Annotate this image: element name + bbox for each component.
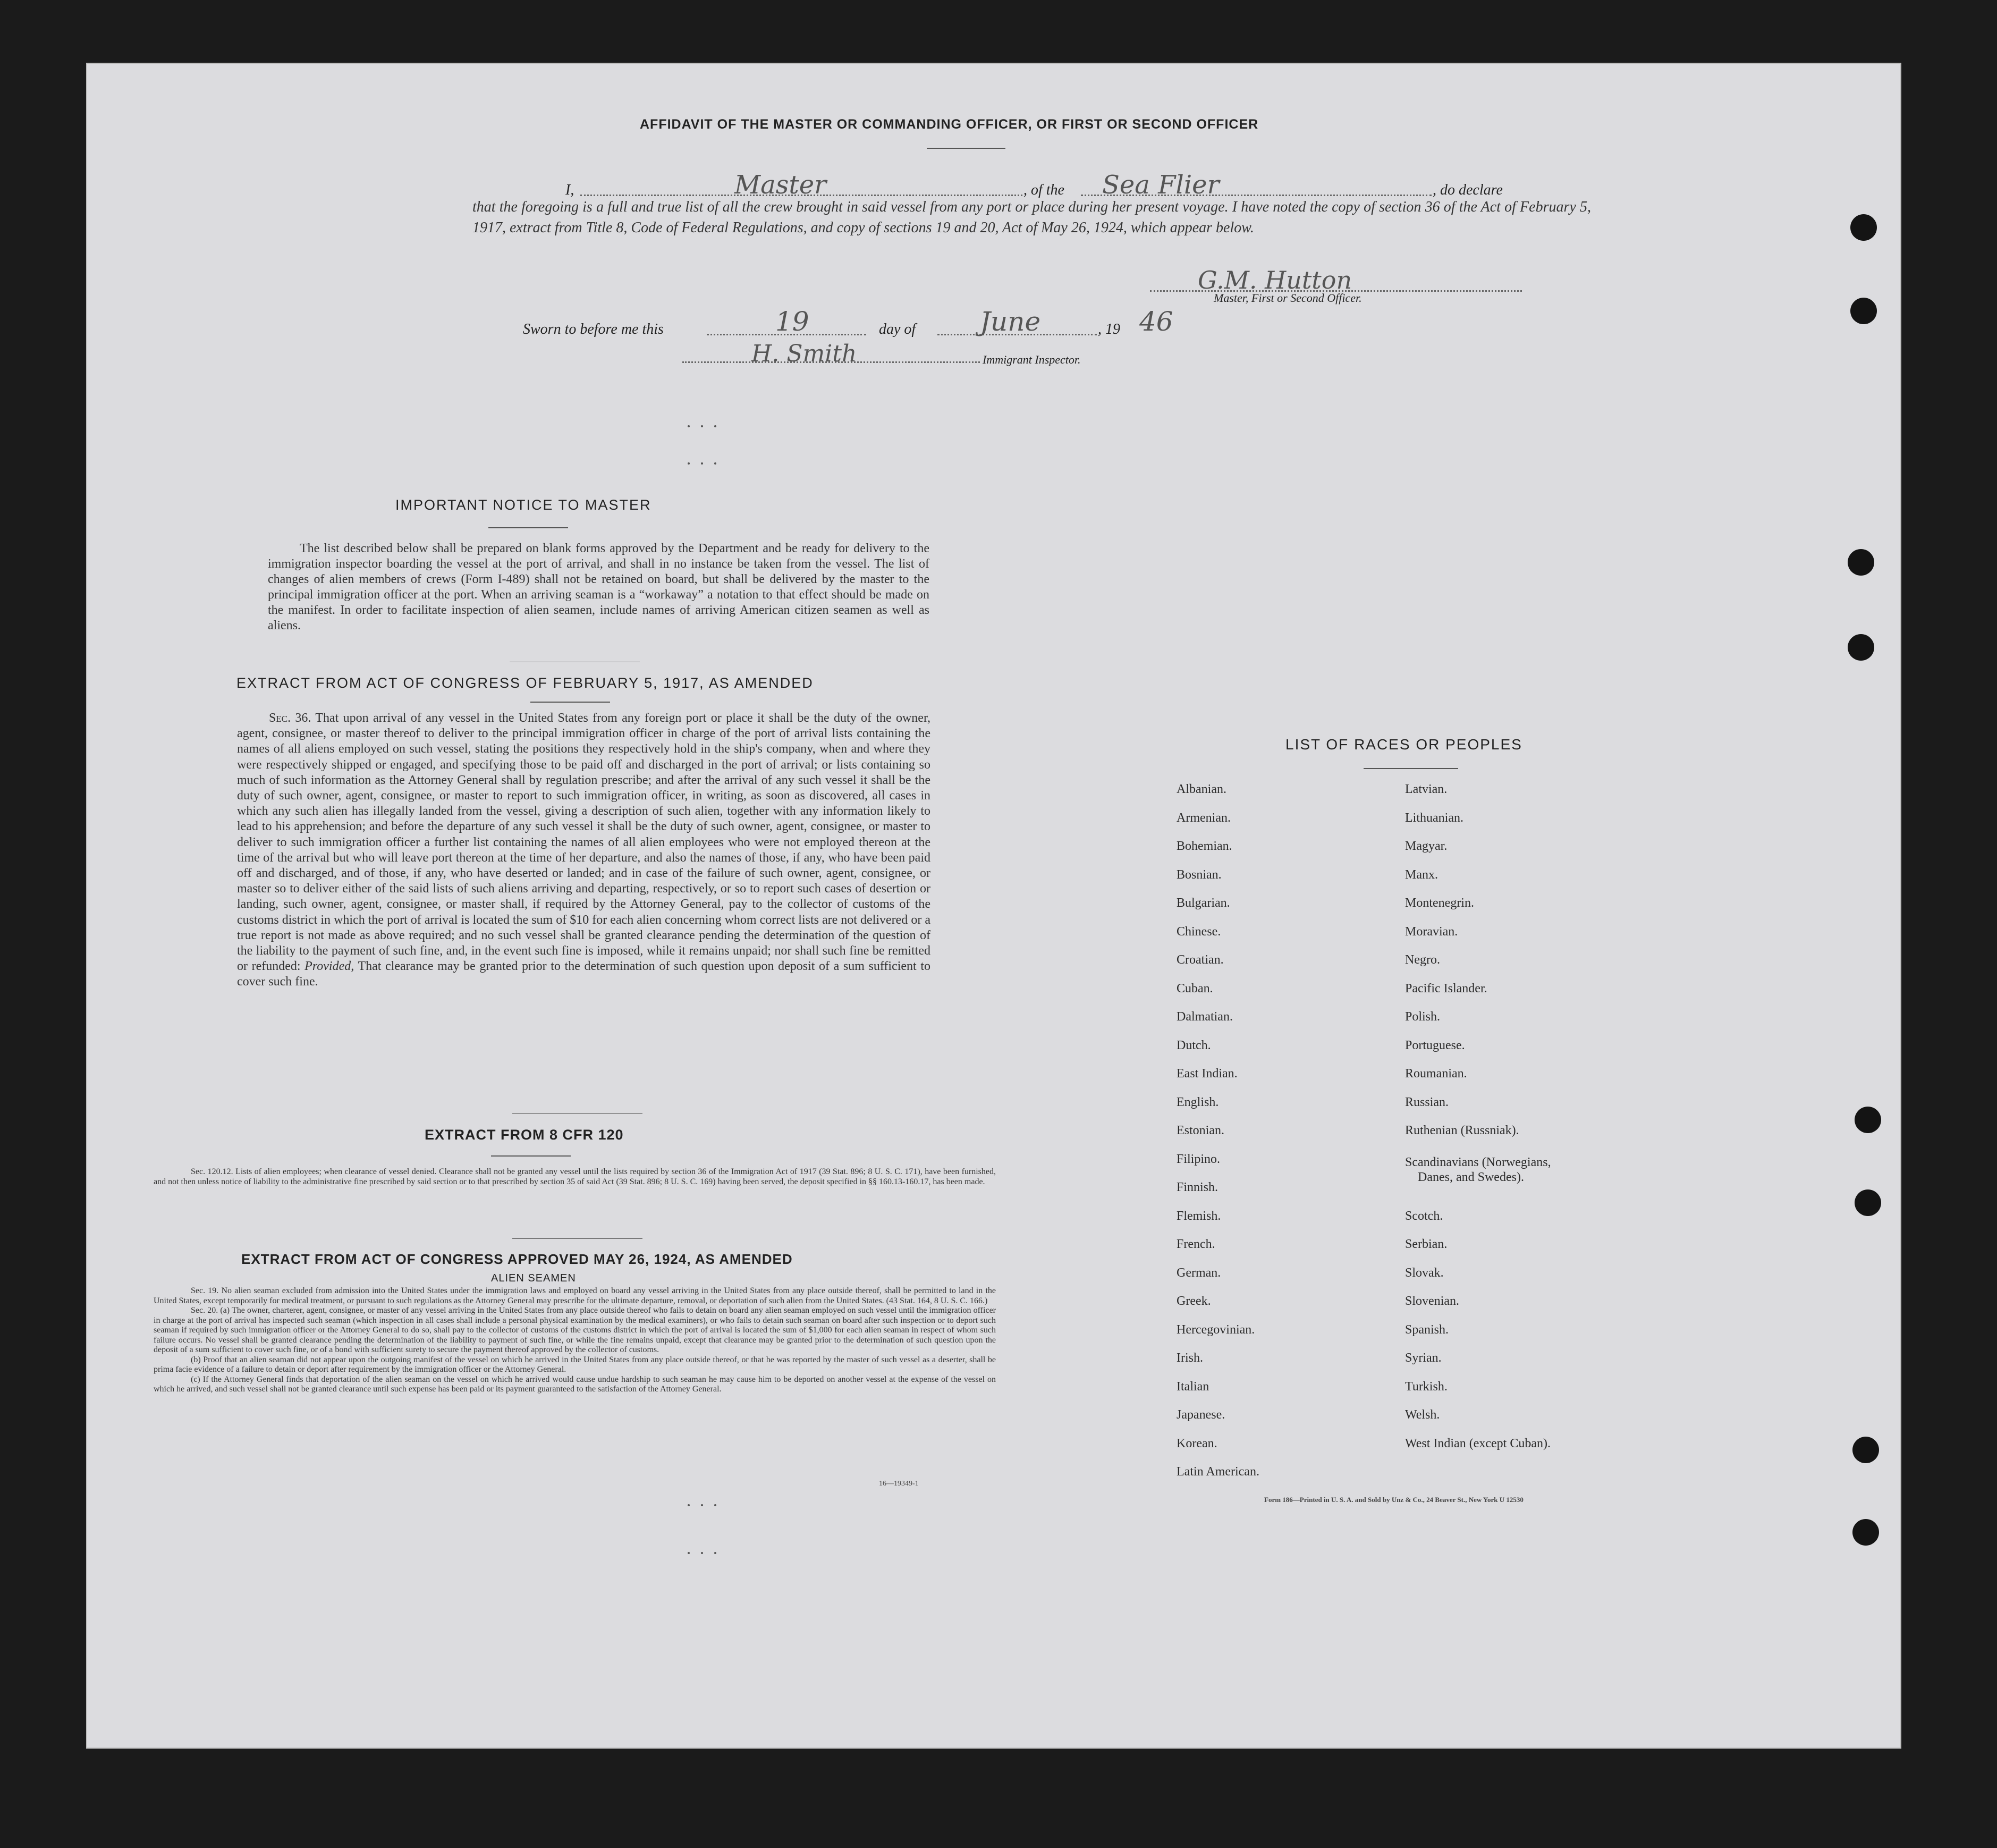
- month-handwritten: June: [980, 306, 1041, 337]
- name-handwritten: Master: [734, 170, 827, 200]
- extract-1917-text: [237, 711, 930, 990]
- punch-hole: [1855, 1189, 1881, 1216]
- races-left-column: [1177, 782, 1336, 1553]
- speck: [701, 462, 703, 465]
- affidavit-body: that the foregoing is a full and true list of all the crew brought in said vessel from any port or place during her present voyage. I have noted the copy of section 36 of the Act of February 5, 1917, extract from Title 8, Code of Federal Regulations, and copy of sections 19 and 20, Act of May 26, 1924, which appear below.: [472, 199, 1591, 236]
- notice-rule: [488, 527, 568, 528]
- race-item: German.: [1177, 1265, 1221, 1280]
- extract-1924-title: EXTRACT FROM ACT OF CONGRESS APPROVED MAY 26, 1924, AS AMENDED: [241, 1251, 793, 1267]
- speck: [701, 1504, 703, 1506]
- day-handwritten: 19: [775, 306, 809, 337]
- race-item: Armenian.: [1177, 811, 1231, 825]
- races-title: LIST OF RACES OR PEOPLES: [1285, 736, 1522, 753]
- race-item: French.: [1177, 1237, 1215, 1251]
- race-item: Russian.: [1405, 1095, 1449, 1109]
- punch-hole: [1852, 1437, 1879, 1463]
- master-signature-handwritten: G.M. Hutton: [1198, 266, 1352, 294]
- speck: [701, 425, 703, 427]
- race-item: Korean.: [1177, 1436, 1217, 1450]
- extract-1917-end-rule: [512, 1113, 642, 1114]
- sec-20c-text: (c) If the Attorney General finds that deportation of the alien seaman on the vessel on which he arrived would cause undue hardship to such seaman he may cause him to be deported on another vessel at the expense of the vessel on which he arrived, and such vessel shall not be granted clearance until such expense has been paid or its payment guaranteed to the satisfaction of the Attorney General.: [154, 1374, 996, 1394]
- race-item: English.: [1177, 1095, 1219, 1109]
- extract-cfr-text: Sec. 120.12. Lists of alien employees; when clearance of vessel denied. Clearance shall not be granted any vessel until the lists required by section 36 of the Immigration Act of 1917 (39 Stat. 896; 8 U. S. C. 171), have been furnished, and not then unless notice of liability to the administrative fine prescribed by said section or to that prescribed by section 35 of said Act (39 Stat. 896; 8 U. S. C. 169) having been served, the deposit specified in §§ 160.13-160.17, has been made.: [154, 1167, 996, 1186]
- signature-label: Master, First or Second Officer.: [1214, 291, 1362, 305]
- races-right-column: [1405, 782, 1671, 1553]
- print-code: 16—19349-1: [879, 1480, 919, 1488]
- race-item: Slovak.: [1405, 1265, 1444, 1280]
- race-item: Cuban.: [1177, 981, 1213, 995]
- race-item: Lithuanian.: [1405, 811, 1463, 825]
- extract-cfr-title: EXTRACT FROM 8 CFR 120: [425, 1127, 624, 1143]
- extract-cfr-end-rule: [512, 1238, 642, 1239]
- race-item: Turkish.: [1405, 1379, 1448, 1394]
- race-item: Bulgarian.: [1177, 896, 1230, 910]
- extract-1924-text: [154, 1286, 996, 1395]
- race-item: Scandinavians (Norwegians,: [1405, 1155, 1551, 1169]
- race-item: Finnish.: [1177, 1180, 1218, 1194]
- punch-hole: [1855, 1107, 1881, 1133]
- speck: [714, 425, 716, 427]
- race-item: Hercegovinian.: [1177, 1322, 1255, 1337]
- punch-hole: [1850, 298, 1877, 324]
- races-rule: [1364, 768, 1458, 769]
- race-item: Latin American.: [1177, 1465, 1259, 1479]
- notice-title: IMPORTANT NOTICE TO MASTER: [395, 497, 651, 513]
- of-the-label: , of the: [1023, 182, 1064, 198]
- race-item: Manx.: [1405, 867, 1438, 882]
- race-item: Chinese.: [1177, 924, 1221, 939]
- vessel-handwritten: Sea Flier: [1102, 170, 1220, 200]
- punch-hole: [1852, 1519, 1879, 1546]
- race-item: Slovenian.: [1405, 1294, 1459, 1308]
- race-item: Spanish.: [1405, 1322, 1449, 1337]
- sec-36-text: That upon arrival of any vessel in the United States from any foreign port or place it shall be the duty of the owner, agent, consignee, or master thereof to deliver to the principal immigration officer in charge of the port of arrival lists containing the names of all aliens employed on such vessel, stating the positions they respectively hold in the ship's company, when and where they were respectively shipped or engaged, and specifying those to be paid off and discharged in the port of arrival; or lists containing so much of such information as the Attorney General shall by regulation prescribe; and after the arrival of any such vessel it shall be the duty of such owner, agent, consignee, or master to report to such immigration officer, in writing, as soon as discovered, all cases in which any such alien has illegally landed from the vessel, giving a description of such alien, together with any information likely to lead to his apprehension; and before the departure of any such vessel it shall be the duty of such owner, agent, consignee, or master to deliver to such immigration officer a further list containing the names of all alien employees who were not employed thereon at the time of the arrival but who will leave port thereon at the time of her departure, and also the names of those, if any, who have been paid off and discharged, and of those, if any, who have deserted or landed; and in case of the failure of such owner, agent, consignee, or master so to deliver either of the said lists of such aliens arriving and departing, respectively, or so to report such cases of desertion or landing, such owner, agent, consignee, or master shall, if required by the Attorney General, pay to the collector of customs of the customs district in which the port of arrival is located the sum of $10 for each alien concerning whom correct lists are not delivered or a true report is not made as above required; and no such vessel shall be granted clearance pending the determination of the question of the liability to the payment of such fine, and, in the event such fine is imposed, while it remains unpaid; nor shall such fine be remitted or refunded:: [237, 711, 930, 974]
- race-item: Magyar.: [1405, 839, 1448, 853]
- affidavit-title: AFFIDAVIT OF THE MASTER OR COMMANDING OFFICER, OR FIRST OR SECOND OFFICER: [640, 117, 1259, 132]
- provided-text: That clearance may be granted prior to the determination of such question upon deposit of a sum sufficient to cover such fine.: [237, 959, 930, 989]
- race-item: Dalmatian.: [1177, 1010, 1233, 1024]
- title-rule: [927, 148, 1005, 149]
- inspector-signature-handwritten: H. Smith: [751, 340, 857, 367]
- race-item: East Indian.: [1177, 1067, 1238, 1081]
- sec-20a-text: Sec. 20. (a) The owner, charterer, agent, consignee, or master of any vessel arriving in the United States from any place outside thereof who fails to detain on board any alien seaman employed on such vessel until the immigration officer in charge at the port of arrival has inspected such seaman (which inspection in all cases shall include a personal physical examination by the medical examiners), or who fails to detain such seaman on board after such inspection or to deport such seaman if required by such immigration officer or the Attorney General to do so, shall pay to the collector of customs of the customs district in which the port of arrival is located the sum of $1,000 for each alien seaman in respect of whom such failure occurs. No vessel shall be granted clearance pending the determination of the liability to payment of such fine, or while the fine remains unpaid, except that clearance may be granted prior to the determination of such question upon the deposit of a sum sufficient to cover such fine, or of a bond with sufficient surety to secure the payment thereof approved by the collector of customs.: [154, 1306, 996, 1354]
- race-item: Albanian.: [1177, 782, 1226, 796]
- provided-label: Provided,: [304, 959, 354, 974]
- document-sheet: [86, 63, 1901, 1749]
- race-item: Pacific Islander.: [1405, 981, 1487, 995]
- race-item: Syrian.: [1405, 1351, 1442, 1365]
- race-item: Bosnian.: [1177, 867, 1222, 882]
- day-of-label: day of: [879, 321, 916, 337]
- punch-hole: [1848, 634, 1874, 661]
- race-item: Japanese.: [1177, 1408, 1225, 1422]
- race-item: Filipino.: [1177, 1152, 1221, 1166]
- extract-1917-title: EXTRACT FROM ACT OF CONGRESS OF FEBRUARY 5, 1917, AS AMENDED: [236, 675, 814, 691]
- race-item: Italian: [1177, 1379, 1209, 1394]
- race-item: Greek.: [1177, 1294, 1211, 1308]
- speck: [688, 425, 690, 427]
- race-item: Ruthenian (Russniak).: [1405, 1124, 1519, 1137]
- race-item: Montenegrin.: [1405, 896, 1474, 910]
- speck: [701, 1552, 703, 1554]
- speck: [688, 462, 690, 465]
- race-item: Irish.: [1177, 1351, 1203, 1365]
- race-item: Bohemian.: [1177, 839, 1232, 853]
- race-item: Roumanian.: [1405, 1067, 1467, 1081]
- notice-text: The list described below shall be prepared on blank forms approved by the Department and be ready for delivery to the immigration inspector boarding the vessel at the port of arrival, and shall in no instance be taken from the vessel. The list of changes of alien members of crews (Form I-489) shall not be retained on board, but shall be delivered by the master to the principal immigration officer at the port. When an arriving seaman is a “workaway” a notation to that effect should be made on the manifest. In order to facilitate inspection of alien seamen, include names of arriving American citizen seamen as well as aliens.: [268, 542, 929, 632]
- race-item: Serbian.: [1405, 1237, 1448, 1251]
- extract-1917-rule: [530, 702, 610, 703]
- sworn-prefix: Sworn to before me this: [523, 321, 664, 337]
- extract-1924-subtitle: ALIEN SEAMEN: [491, 1272, 576, 1284]
- race-item: Scotch.: [1405, 1209, 1443, 1223]
- punch-hole: [1848, 549, 1874, 576]
- race-item: West Indian (except Cuban).: [1405, 1436, 1551, 1450]
- race-item: Croatian.: [1177, 953, 1224, 967]
- form-note: Form 186—Printed in U. S. A. and Sold by Unz & Co., 24 Beaver St., New York U 12530: [1264, 1496, 1524, 1504]
- speck: [688, 1552, 690, 1554]
- race-item: Negro.: [1405, 953, 1440, 967]
- race-item: Portuguese.: [1405, 1038, 1465, 1052]
- inspector-label: Immigrant Inspector.: [983, 353, 1081, 366]
- do-declare-label: , do declare: [1433, 182, 1503, 198]
- speck: [688, 1504, 690, 1506]
- year-handwritten: 46: [1139, 306, 1173, 337]
- race-item: Flemish.: [1177, 1209, 1221, 1223]
- speck: [714, 1552, 716, 1554]
- race-item: Latvian.: [1405, 782, 1448, 796]
- race-item: Welsh.: [1405, 1408, 1440, 1422]
- race-item: Polish.: [1405, 1010, 1441, 1024]
- sec-19-text: Sec. 19. No alien seaman excluded from admission into the United States under the immigration laws and employed on board any vessel arriving in the United States from any place outside thereof, shall be permitted to land in the United States, except temporarily for medical treatment, or pursuant to such regulations as the Attorney General may prescribe for the ultimate departure, removal, or deportation of such alien from the United States. (43 Stat. 164, 8 U. S. C. 166.): [154, 1286, 996, 1305]
- race-item-continued: Danes, and Swedes).: [1418, 1170, 1524, 1184]
- signature-block: [1150, 266, 1543, 308]
- sec-36-label: Sec. 36.: [269, 711, 311, 725]
- speck: [714, 1504, 716, 1506]
- race-item: Estonian.: [1177, 1124, 1224, 1137]
- sec-20b-text: (b) Proof that an alien seaman did not appear upon the outgoing manifest of the vessel on which he arrived in the United States from any place outside thereof, or that he was reported by the master of such vessel as a deserter, shall be prima facie evidence of a failure to detain or deport after requirement by the immigration officer or the Attorney General.: [154, 1355, 996, 1374]
- speck: [714, 462, 716, 465]
- punch-hole: [1850, 214, 1877, 241]
- declaration-prefix: I,: [565, 182, 574, 198]
- inspector-line: [682, 340, 1214, 372]
- race-item: Dutch.: [1177, 1038, 1211, 1052]
- extract-cfr-rule: [491, 1155, 571, 1157]
- sworn-line: [523, 303, 1267, 340]
- year-printed: , 19: [1098, 321, 1120, 337]
- race-item: Moravian.: [1405, 924, 1458, 939]
